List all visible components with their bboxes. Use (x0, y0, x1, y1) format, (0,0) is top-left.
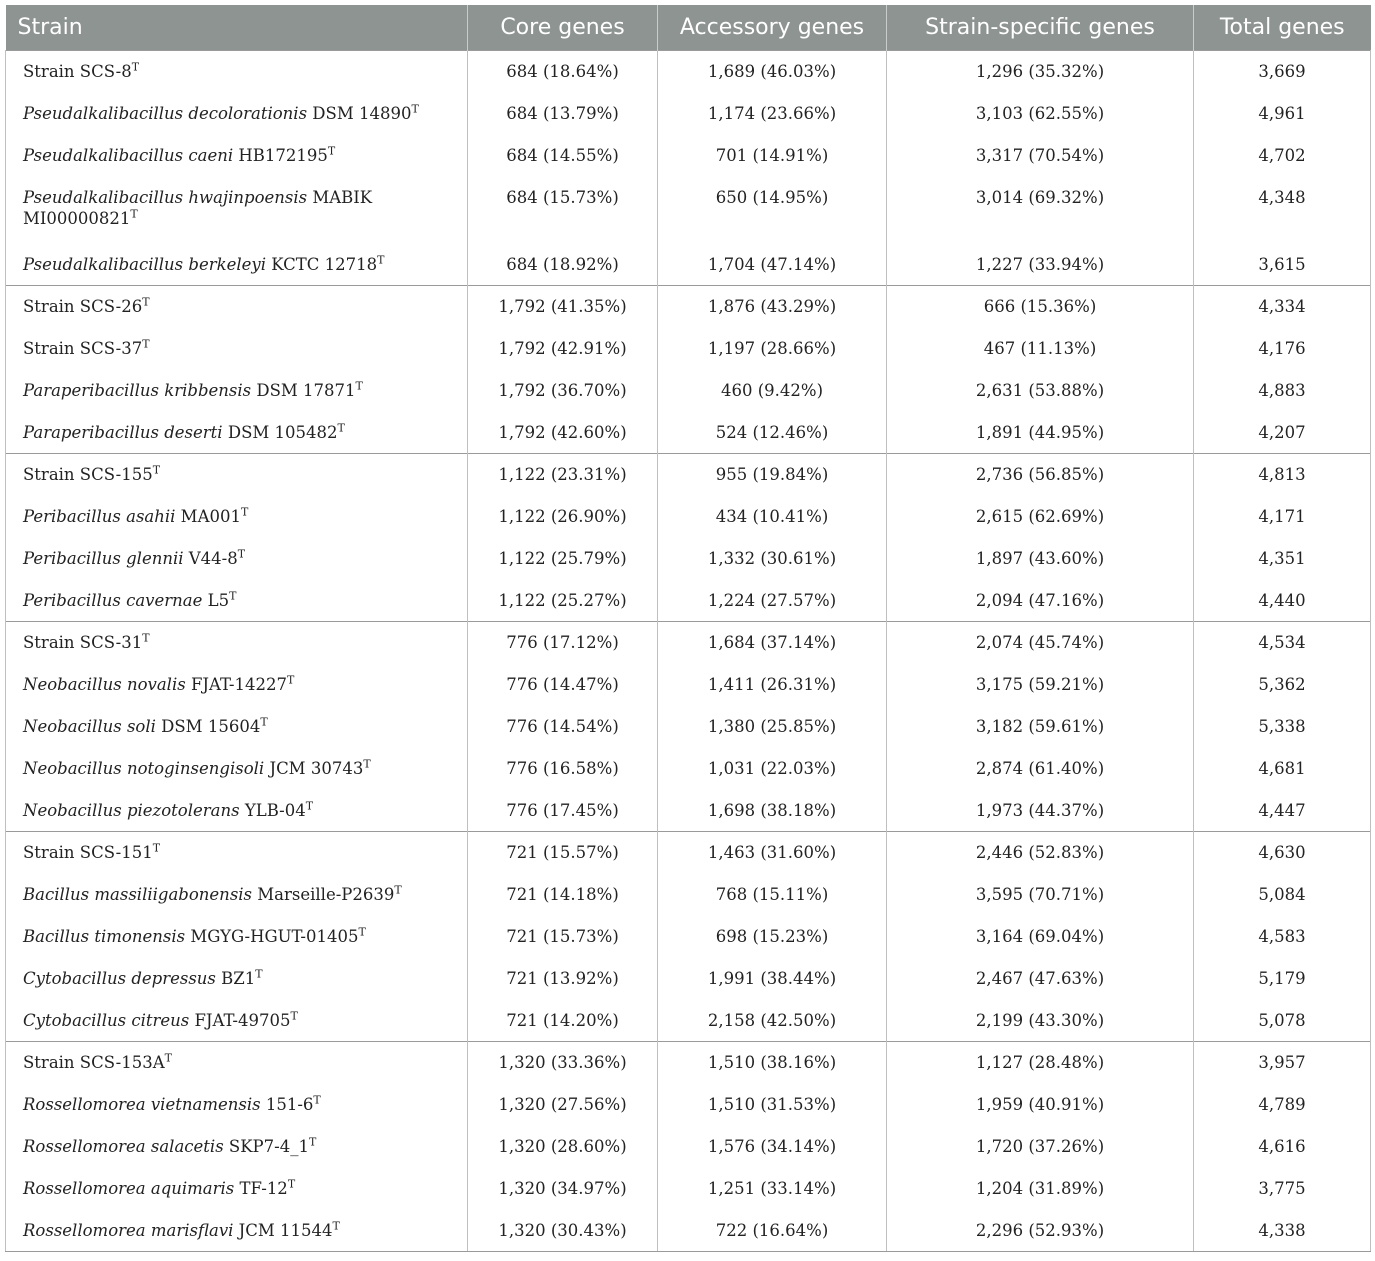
type-strain-superscript: T (164, 1051, 172, 1065)
type-strain-superscript: T (229, 589, 237, 602)
table-row (6, 916, 1371, 958)
core-genes-cell: 721 (14.20%) (468, 1000, 658, 1042)
table-row (6, 664, 1371, 706)
total-genes-cell: 4,813 (1194, 454, 1371, 496)
type-strain-superscript: T (130, 207, 138, 220)
table-header (6, 5, 1371, 51)
table-row (6, 1042, 1371, 1084)
strain-cell (6, 538, 468, 580)
strain-specific-genes-cell: 3,182 (59.61%) (887, 706, 1194, 748)
table-row (6, 706, 1371, 748)
total-genes-cell: 4,171 (1194, 496, 1371, 538)
strain-specific-genes-cell: 2,446 (52.83%) (887, 832, 1194, 874)
accessory-genes-cell: 1,510 (38.16%) (658, 1042, 887, 1084)
accessory-genes-cell: 698 (15.23%) (658, 916, 887, 958)
strain-specific-genes-cell: 3,595 (70.71%) (887, 874, 1194, 916)
strain-cell (6, 1042, 468, 1084)
header-row (6, 5, 1371, 51)
strain-designation: FJAT-14227 (185, 674, 287, 694)
accessory-genes-cell: 1,332 (30.61%) (658, 538, 887, 580)
strain-cell (6, 1084, 468, 1126)
core-genes-cell: 684 (14.55%) (468, 135, 658, 177)
total-genes-cell: 3,615 (1194, 244, 1371, 286)
total-genes-cell: 4,961 (1194, 93, 1371, 135)
table-row (6, 454, 1371, 496)
total-genes-cell: 4,447 (1194, 790, 1371, 832)
strain-designation: Strain SCS-31 (23, 633, 143, 652)
accessory-genes-cell: 1,174 (23.66%) (658, 93, 887, 135)
total-genes-cell: 5,084 (1194, 874, 1371, 916)
total-genes-cell: 4,789 (1194, 1084, 1371, 1126)
total-genes-cell: 3,775 (1194, 1168, 1371, 1210)
core-genes-cell: 684 (15.73%) (468, 177, 658, 244)
species-name: Pseudalkalibacillus caeni (23, 145, 234, 165)
species-name: Cytobacillus depressus (23, 968, 216, 988)
species-name: Neobacillus notoginsengisoli (23, 758, 265, 778)
accessory-genes-cell: 650 (14.95%) (658, 177, 887, 244)
table-row (6, 958, 1371, 1000)
species-name: Neobacillus novalis (23, 674, 186, 694)
type-strain-superscript: T (332, 1219, 340, 1232)
core-genes-cell: 721 (14.18%) (468, 874, 658, 916)
strain-specific-genes-cell: 1,296 (35.32%) (887, 51, 1194, 93)
strain-cell (6, 706, 468, 748)
strain-cell (6, 958, 468, 1000)
strain-specific-genes-cell: 2,467 (47.63%) (887, 958, 1194, 1000)
total-genes-cell: 4,630 (1194, 832, 1371, 874)
strain-cell (6, 1000, 468, 1042)
strain-specific-genes-cell: 3,175 (59.21%) (887, 664, 1194, 706)
header-total-genes: Total genes (1194, 5, 1371, 51)
type-strain-superscript: T (363, 757, 371, 770)
strain-designation: YLB-04 (239, 800, 306, 820)
strain-designation: DSM 17871 (251, 380, 356, 400)
table-row (6, 370, 1371, 412)
strain-designation: DSM 15604 (155, 716, 261, 736)
total-genes-cell: 4,583 (1194, 916, 1371, 958)
table-row (6, 538, 1371, 580)
strain-cell (6, 244, 468, 286)
total-genes-cell: 4,348 (1194, 177, 1371, 244)
core-genes-cell: 776 (14.47%) (468, 664, 658, 706)
core-genes-cell: 776 (17.12%) (468, 622, 658, 664)
table-row (6, 496, 1371, 538)
total-genes-cell: 3,957 (1194, 1042, 1371, 1084)
core-genes-cell: 721 (13.92%) (468, 958, 658, 1000)
species-name: Rossellomorea salacetis (23, 1136, 224, 1156)
strain-specific-genes-cell: 2,094 (47.16%) (887, 580, 1194, 622)
table-row (6, 412, 1371, 454)
type-strain-superscript: T (237, 547, 246, 560)
strain-cell (6, 370, 468, 412)
accessory-genes-cell: 1,684 (37.14%) (658, 622, 887, 664)
core-genes-cell: 684 (18.92%) (468, 244, 658, 286)
strain-designation: L5 (202, 590, 230, 610)
type-strain-superscript: T (255, 967, 263, 980)
table-body (6, 51, 1371, 1252)
total-genes-cell: 4,334 (1194, 286, 1371, 328)
accessory-genes-cell: 2,158 (42.50%) (658, 1000, 887, 1042)
type-strain-superscript: T (286, 673, 295, 686)
core-genes-cell: 1,320 (34.97%) (468, 1168, 658, 1210)
type-strain-superscript: T (355, 379, 363, 392)
type-strain-superscript: T (241, 505, 249, 518)
strain-specific-genes-cell: 666 (15.36%) (887, 286, 1194, 328)
strain-designation: Strain SCS-8 (23, 62, 132, 81)
strain-designation: DSM 14890 (307, 103, 412, 123)
type-strain-superscript: T (152, 463, 161, 477)
strain-specific-genes-cell: 2,631 (53.88%) (887, 370, 1194, 412)
accessory-genes-cell: 1,698 (38.18%) (658, 790, 887, 832)
type-strain-superscript: T (305, 799, 314, 812)
core-genes-cell: 776 (16.58%) (468, 748, 658, 790)
accessory-genes-cell: 1,031 (22.03%) (658, 748, 887, 790)
type-strain-superscript: T (131, 60, 140, 74)
strain-cell (6, 454, 468, 496)
total-genes-cell: 4,207 (1194, 412, 1371, 454)
strain-specific-genes-cell: 1,227 (33.94%) (887, 244, 1194, 286)
species-name: Paraperibacillus deserti (23, 422, 223, 442)
strain-specific-genes-cell: 1,897 (43.60%) (887, 538, 1194, 580)
total-genes-cell: 5,338 (1194, 706, 1371, 748)
strain-cell (6, 790, 468, 832)
gene-content-table (5, 5, 1371, 1252)
strain-specific-genes-cell: 3,014 (69.32%) (887, 177, 1194, 244)
total-genes-cell: 4,702 (1194, 135, 1371, 177)
species-name: Rossellomorea aquimaris (23, 1178, 235, 1198)
strain-designation: MA001 (175, 506, 241, 526)
table-row (6, 135, 1371, 177)
strain-designation: SKP7-4_1 (223, 1136, 309, 1156)
header-accessory-genes: Accessory genes (658, 5, 887, 51)
strain-designation: KCTC 12718 (266, 254, 378, 274)
table-row (6, 1210, 1371, 1252)
accessory-genes-cell: 701 (14.91%) (658, 135, 887, 177)
table-row (6, 1168, 1371, 1210)
accessory-genes-cell: 1,704 (47.14%) (658, 244, 887, 286)
strain-cell (6, 51, 468, 93)
accessory-genes-cell: 955 (19.84%) (658, 454, 887, 496)
header-strain: Strain (6, 5, 468, 51)
strain-designation: DSM 105482 (222, 422, 338, 442)
strain-specific-genes-cell: 2,296 (52.93%) (887, 1210, 1194, 1252)
species-name: Peribacillus cavernae (23, 590, 203, 610)
accessory-genes-cell: 1,463 (31.60%) (658, 832, 887, 874)
type-strain-superscript: T (142, 295, 150, 309)
table-row (6, 244, 1371, 286)
strain-specific-genes-cell: 467 (11.13%) (887, 328, 1194, 370)
accessory-genes-cell: 1,197 (28.66%) (658, 328, 887, 370)
strain-designation: Strain SCS-37 (23, 338, 143, 358)
core-genes-cell: 1,792 (42.60%) (468, 412, 658, 454)
type-strain-superscript: T (313, 1093, 321, 1106)
total-genes-cell: 4,351 (1194, 538, 1371, 580)
species-name: Peribacillus asahii (23, 506, 176, 526)
species-name: Neobacillus piezotolerans (23, 800, 240, 820)
strain-designation: MGYG-HGUT-01405 (185, 926, 359, 946)
accessory-genes-cell: 1,224 (27.57%) (658, 580, 887, 622)
total-genes-cell: 4,440 (1194, 580, 1371, 622)
accessory-genes-cell: 1,251 (33.14%) (658, 1168, 887, 1210)
strain-designation: HB172195 (233, 145, 328, 165)
table-container (5, 5, 1370, 1252)
strain-designation: JCM 11544 (233, 1220, 333, 1240)
strain-cell (6, 496, 468, 538)
table-row (6, 622, 1371, 664)
type-strain-superscript: T (394, 883, 402, 896)
core-genes-cell: 1,122 (23.31%) (468, 454, 658, 496)
strain-designation: Marseille-P2639 (252, 884, 395, 904)
strain-designation: JCM 30743 (264, 758, 364, 778)
table-row (6, 1126, 1371, 1168)
strain-cell (6, 580, 468, 622)
accessory-genes-cell: 1,411 (26.31%) (658, 664, 887, 706)
header-strain-specific-genes: Strain-specific genes (887, 5, 1194, 51)
species-name: Cytobacillus citreus (23, 1010, 190, 1030)
strain-specific-genes-cell: 2,736 (56.85%) (887, 454, 1194, 496)
accessory-genes-cell: 1,510 (31.53%) (658, 1084, 887, 1126)
species-name: Pseudalkalibacillus berkeleyi (23, 254, 267, 274)
species-name: Neobacillus soli (23, 716, 156, 736)
strain-designation: 151-6 (260, 1094, 314, 1114)
core-genes-cell: 1,122 (26.90%) (468, 496, 658, 538)
core-genes-cell: 721 (15.57%) (468, 832, 658, 874)
core-genes-cell: 1,792 (42.91%) (468, 328, 658, 370)
strain-specific-genes-cell: 2,874 (61.40%) (887, 748, 1194, 790)
strain-cell (6, 664, 468, 706)
strain-specific-genes-cell: 2,199 (43.30%) (887, 1000, 1194, 1042)
strain-cell (6, 328, 468, 370)
core-genes-cell: 721 (15.73%) (468, 916, 658, 958)
total-genes-cell: 5,362 (1194, 664, 1371, 706)
accessory-genes-cell: 1,689 (46.03%) (658, 51, 887, 93)
core-genes-cell: 684 (18.64%) (468, 51, 658, 93)
total-genes-cell: 4,681 (1194, 748, 1371, 790)
strain-designation: Strain SCS-151 (23, 843, 153, 862)
table-row (6, 328, 1371, 370)
strain-designation: MABIK MI00000821 (23, 187, 378, 228)
strain-specific-genes-cell: 3,164 (69.04%) (887, 916, 1194, 958)
strain-specific-genes-cell: 1,204 (31.89%) (887, 1168, 1194, 1210)
species-name: Pseudalkalibacillus decolorationis (23, 103, 308, 123)
type-strain-superscript: T (327, 144, 336, 157)
table-row (6, 832, 1371, 874)
strain-specific-genes-cell: 3,317 (70.54%) (887, 135, 1194, 177)
core-genes-cell: 1,320 (28.60%) (468, 1126, 658, 1168)
header-core-genes: Core genes (468, 5, 658, 51)
strain-cell (6, 1126, 468, 1168)
table-row (6, 177, 1371, 244)
core-genes-cell: 1,320 (27.56%) (468, 1084, 658, 1126)
core-genes-cell: 776 (17.45%) (468, 790, 658, 832)
strain-designation: FJAT-49705 (189, 1010, 291, 1030)
type-strain-superscript: T (142, 631, 150, 645)
table-row (6, 1084, 1371, 1126)
table-row (6, 790, 1371, 832)
strain-designation: V44-8 (183, 548, 238, 568)
strain-designation: TF-12 (234, 1178, 288, 1198)
accessory-genes-cell: 768 (15.11%) (658, 874, 887, 916)
accessory-genes-cell: 722 (16.64%) (658, 1210, 887, 1252)
accessory-genes-cell: 434 (10.41%) (658, 496, 887, 538)
strain-designation: Strain SCS-155 (23, 465, 153, 484)
strain-designation: Strain SCS-153A (23, 1053, 165, 1072)
strain-specific-genes-cell: 1,720 (37.26%) (887, 1126, 1194, 1168)
strain-cell (6, 135, 468, 177)
total-genes-cell: 4,338 (1194, 1210, 1371, 1252)
species-name: Rossellomorea vietnamensis (23, 1094, 261, 1114)
strain-specific-genes-cell: 2,615 (62.69%) (887, 496, 1194, 538)
species-name: Peribacillus glennii (23, 548, 184, 568)
type-strain-superscript: T (287, 1177, 296, 1190)
table-row (6, 748, 1371, 790)
total-genes-cell: 4,534 (1194, 622, 1371, 664)
strain-designation: Strain SCS-26 (23, 297, 143, 316)
table-row (6, 93, 1371, 135)
strain-designation: BZ1 (215, 968, 256, 988)
core-genes-cell: 1,122 (25.27%) (468, 580, 658, 622)
strain-cell (6, 1210, 468, 1252)
strain-cell (6, 622, 468, 664)
core-genes-cell: 1,792 (41.35%) (468, 286, 658, 328)
core-genes-cell: 1,792 (36.70%) (468, 370, 658, 412)
type-strain-superscript: T (260, 715, 268, 728)
total-genes-cell: 5,078 (1194, 1000, 1371, 1042)
type-strain-superscript: T (337, 421, 345, 434)
type-strain-superscript: T (358, 925, 366, 938)
table-row (6, 1000, 1371, 1042)
type-strain-superscript: T (142, 337, 150, 350)
strain-specific-genes-cell: 2,074 (45.74%) (887, 622, 1194, 664)
strain-cell (6, 916, 468, 958)
strain-cell (6, 832, 468, 874)
total-genes-cell: 4,883 (1194, 370, 1371, 412)
accessory-genes-cell: 1,991 (38.44%) (658, 958, 887, 1000)
accessory-genes-cell: 460 (9.42%) (658, 370, 887, 412)
type-strain-superscript: T (411, 102, 419, 115)
core-genes-cell: 1,320 (33.36%) (468, 1042, 658, 1084)
total-genes-cell: 3,669 (1194, 51, 1371, 93)
core-genes-cell: 684 (13.79%) (468, 93, 658, 135)
strain-cell (6, 286, 468, 328)
strain-cell (6, 177, 468, 244)
species-name: Bacillus massiliigabonensis (23, 884, 253, 904)
accessory-genes-cell: 1,576 (34.14%) (658, 1126, 887, 1168)
species-name: Pseudalkalibacillus hwajinpoensis (23, 187, 308, 207)
core-genes-cell: 776 (14.54%) (468, 706, 658, 748)
accessory-genes-cell: 524 (12.46%) (658, 412, 887, 454)
strain-specific-genes-cell: 3,103 (62.55%) (887, 93, 1194, 135)
total-genes-cell: 4,616 (1194, 1126, 1371, 1168)
strain-specific-genes-cell: 1,891 (44.95%) (887, 412, 1194, 454)
strain-cell (6, 874, 468, 916)
strain-specific-genes-cell: 1,973 (44.37%) (887, 790, 1194, 832)
strain-cell (6, 748, 468, 790)
total-genes-cell: 5,179 (1194, 958, 1371, 1000)
strain-specific-genes-cell: 1,127 (28.48%) (887, 1042, 1194, 1084)
type-strain-superscript: T (290, 1009, 298, 1022)
species-name: Rossellomorea marisflavi (23, 1220, 234, 1240)
strain-cell (6, 412, 468, 454)
species-name: Bacillus timonensis (23, 926, 186, 946)
strain-specific-genes-cell: 1,959 (40.91%) (887, 1084, 1194, 1126)
core-genes-cell: 1,320 (30.43%) (468, 1210, 658, 1252)
accessory-genes-cell: 1,380 (25.85%) (658, 706, 887, 748)
strain-cell (6, 93, 468, 135)
table-row (6, 286, 1371, 328)
table-row (6, 580, 1371, 622)
core-genes-cell: 1,122 (25.79%) (468, 538, 658, 580)
strain-cell (6, 1168, 468, 1210)
accessory-genes-cell: 1,876 (43.29%) (658, 286, 887, 328)
type-strain-superscript: T (152, 841, 161, 855)
type-strain-superscript: T (308, 1135, 317, 1148)
species-name: Paraperibacillus kribbensis (23, 380, 252, 400)
type-strain-superscript: T (377, 253, 385, 266)
table-row (6, 874, 1371, 916)
table-row (6, 51, 1371, 93)
total-genes-cell: 4,176 (1194, 328, 1371, 370)
